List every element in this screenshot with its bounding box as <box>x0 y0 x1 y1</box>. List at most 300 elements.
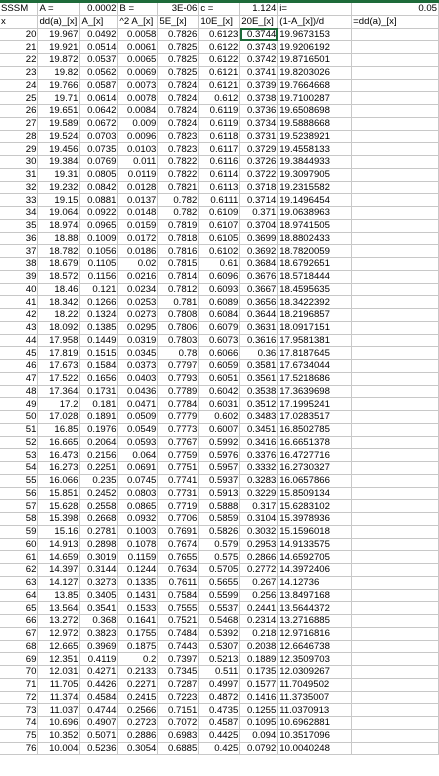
table-cell[interactable]: 15.16 <box>38 525 80 538</box>
age-cell[interactable]: 23 <box>0 66 38 79</box>
table-cell[interactable]: 0.0078 <box>118 92 158 105</box>
age-cell[interactable]: 58 <box>0 513 38 526</box>
age-cell[interactable]: 52 <box>0 436 38 449</box>
age-cell[interactable]: 45 <box>0 347 38 360</box>
table-cell[interactable]: 17.3639698 <box>278 385 352 398</box>
table-cell[interactable]: 0.6093 <box>199 283 240 296</box>
table-cell[interactable]: 18.46 <box>38 283 80 296</box>
table-cell[interactable]: 0.6116 <box>199 156 240 169</box>
age-cell[interactable]: 36 <box>0 232 38 245</box>
table-cell[interactable]: 0.602 <box>199 411 240 424</box>
parameter-row-cell[interactable]: B = <box>118 3 158 15</box>
table-cell[interactable]: 13.8497168 <box>278 589 352 602</box>
table-cell[interactable]: 19.872 <box>38 54 80 67</box>
table-cell[interactable]: 0.0842 <box>80 181 118 194</box>
table-cell[interactable]: 0.7793 <box>158 372 199 385</box>
table-cell[interactable]: 0.0084 <box>118 105 158 118</box>
table-cell[interactable]: 12.6646738 <box>278 640 352 653</box>
age-cell[interactable]: 49 <box>0 398 38 411</box>
table-cell[interactable]: 0.2314 <box>240 615 278 628</box>
table-cell[interactable]: 0.6007 <box>199 423 240 436</box>
table-cell[interactable]: 19.82 <box>38 66 80 79</box>
table-cell[interactable]: 0.7814 <box>158 270 199 283</box>
column-header-row-cell[interactable]: =dd(a)_[x] <box>352 15 439 28</box>
table-cell[interactable]: 0.7821 <box>158 181 199 194</box>
table-cell[interactable]: 0.3376 <box>240 449 278 462</box>
table-cell[interactable]: 16.8502785 <box>278 423 352 436</box>
empty-cell[interactable] <box>352 270 439 283</box>
table-cell[interactable]: 0.2133 <box>118 666 158 679</box>
empty-cell[interactable] <box>352 423 439 436</box>
table-cell[interactable]: 18.7820059 <box>278 245 352 258</box>
age-cell[interactable]: 70 <box>0 666 38 679</box>
age-cell[interactable]: 66 <box>0 615 38 628</box>
table-cell[interactable]: 19.384 <box>38 156 80 169</box>
table-cell[interactable]: 0.6042 <box>199 385 240 398</box>
empty-cell[interactable] <box>352 640 439 653</box>
age-cell[interactable]: 64 <box>0 589 38 602</box>
table-cell[interactable]: 0.3581 <box>240 360 278 373</box>
empty-cell[interactable] <box>352 691 439 704</box>
age-cell[interactable]: 53 <box>0 449 38 462</box>
table-cell[interactable]: 0.3561 <box>240 372 278 385</box>
empty-cell[interactable] <box>352 168 439 181</box>
table-cell[interactable]: 0.3699 <box>240 232 278 245</box>
empty-cell[interactable] <box>352 232 439 245</box>
table-cell[interactable]: 0.7825 <box>158 54 199 67</box>
table-cell[interactable]: 0.1889 <box>240 653 278 666</box>
table-cell[interactable]: 0.3969 <box>80 640 118 653</box>
table-cell[interactable]: 17.364 <box>38 385 80 398</box>
table-cell[interactable]: 0.7784 <box>158 398 199 411</box>
parameter-row-cell[interactable]: 1.124 <box>240 3 278 15</box>
table-cell[interactable]: 0.0642 <box>80 105 118 118</box>
table-cell[interactable]: 0.7797 <box>158 360 199 373</box>
table-cell[interactable]: 0.256 <box>240 589 278 602</box>
table-cell[interactable]: 0.3714 <box>240 194 278 207</box>
table-cell[interactable]: 0.1266 <box>80 296 118 309</box>
table-cell[interactable]: 0.218 <box>240 627 278 640</box>
table-cell[interactable]: 0.7072 <box>158 717 199 730</box>
table-cell[interactable]: 19.15 <box>38 194 80 207</box>
table-cell[interactable]: 13.2716885 <box>278 615 352 628</box>
table-cell[interactable]: 0.7287 <box>158 678 199 691</box>
table-cell[interactable]: 14.659 <box>38 551 80 564</box>
table-cell[interactable]: 0.4735 <box>199 704 240 717</box>
table-cell[interactable]: 0.181 <box>80 398 118 411</box>
table-cell[interactable]: 0.3738 <box>240 92 278 105</box>
table-cell[interactable]: 0.1003 <box>118 525 158 538</box>
table-cell[interactable]: 0.5307 <box>199 640 240 653</box>
table-cell[interactable]: 0.0319 <box>118 334 158 347</box>
table-cell[interactable]: 0.1056 <box>80 245 118 258</box>
empty-cell[interactable] <box>352 28 439 41</box>
table-cell[interactable]: 0.2064 <box>80 436 118 449</box>
table-cell[interactable]: 0.4997 <box>199 678 240 691</box>
table-cell[interactable]: 0.7751 <box>158 462 199 475</box>
table-cell[interactable]: 11.7049502 <box>278 678 352 691</box>
table-cell[interactable]: 0.5976 <box>199 449 240 462</box>
table-cell[interactable]: 0.0148 <box>118 207 158 220</box>
column-header-row-cell[interactable]: 20E_[x] <box>240 15 278 28</box>
table-cell[interactable]: 0.1324 <box>80 309 118 322</box>
age-cell[interactable]: 20 <box>0 28 38 41</box>
empty-cell[interactable] <box>352 54 439 67</box>
table-cell[interactable]: 18.2196857 <box>278 309 352 322</box>
table-cell[interactable]: 0.1891 <box>80 411 118 424</box>
table-cell[interactable]: 18.0917151 <box>278 321 352 334</box>
table-cell[interactable]: 0.5599 <box>199 589 240 602</box>
age-cell[interactable]: 75 <box>0 729 38 742</box>
table-cell[interactable]: 0.5236 <box>80 742 118 755</box>
table-cell[interactable]: 14.6592705 <box>278 551 352 564</box>
table-cell[interactable]: 0.3405 <box>80 589 118 602</box>
table-cell[interactable]: 0.3616 <box>240 334 278 347</box>
table-cell[interactable]: 0.6102 <box>199 245 240 258</box>
table-cell[interactable]: 0.2953 <box>240 538 278 551</box>
table-cell[interactable]: 0.7824 <box>158 79 199 92</box>
empty-cell[interactable] <box>352 411 439 424</box>
age-cell[interactable]: 22 <box>0 54 38 67</box>
table-cell[interactable]: 0.1385 <box>80 321 118 334</box>
table-cell[interactable]: 19.921 <box>38 41 80 54</box>
table-cell[interactable]: 0.6084 <box>199 309 240 322</box>
age-cell[interactable]: 54 <box>0 462 38 475</box>
empty-cell[interactable] <box>352 678 439 691</box>
table-cell[interactable]: 0.6885 <box>158 742 199 755</box>
age-cell[interactable]: 68 <box>0 640 38 653</box>
table-cell[interactable]: 0.4872 <box>199 691 240 704</box>
table-cell[interactable]: 19.456 <box>38 143 80 156</box>
table-cell[interactable]: 0.7812 <box>158 283 199 296</box>
empty-cell[interactable] <box>352 742 439 755</box>
table-cell[interactable]: 0.6113 <box>199 181 240 194</box>
table-cell[interactable]: 10.352 <box>38 729 80 742</box>
column-header-row-cell[interactable]: A_[x] <box>80 15 118 28</box>
table-cell[interactable]: 0.6031 <box>199 398 240 411</box>
empty-cell[interactable] <box>352 564 439 577</box>
table-cell[interactable]: 0.0514 <box>80 41 118 54</box>
table-cell[interactable]: 12.351 <box>38 653 80 666</box>
table-cell[interactable]: 11.374 <box>38 691 80 704</box>
table-cell[interactable]: 19.589 <box>38 117 80 130</box>
table-cell[interactable]: 0.1449 <box>80 334 118 347</box>
table-cell[interactable]: 0.1009 <box>80 232 118 245</box>
table-cell[interactable]: 0.78 <box>158 347 199 360</box>
empty-cell[interactable] <box>352 194 439 207</box>
table-cell[interactable]: 16.2730327 <box>278 462 352 475</box>
age-cell[interactable]: 44 <box>0 334 38 347</box>
table-cell[interactable]: 13.272 <box>38 615 80 628</box>
table-cell[interactable]: 0.7808 <box>158 309 199 322</box>
table-cell[interactable]: 0.0159 <box>118 219 158 232</box>
table-cell[interactable]: 0.4426 <box>80 678 118 691</box>
table-cell[interactable]: 15.6283102 <box>278 500 352 513</box>
table-cell[interactable]: 0.1105 <box>80 258 118 271</box>
table-cell[interactable]: 0.0096 <box>118 130 158 143</box>
table-cell[interactable]: 0.0792 <box>240 742 278 755</box>
table-cell[interactable]: 19.8203026 <box>278 66 352 79</box>
table-cell[interactable]: 18.22 <box>38 309 80 322</box>
table-cell[interactable]: 0.7741 <box>158 474 199 487</box>
table-cell[interactable]: 0.6117 <box>199 143 240 156</box>
age-cell[interactable]: 71 <box>0 678 38 691</box>
table-cell[interactable]: 17.6734044 <box>278 360 352 373</box>
table-cell[interactable]: 19.31 <box>38 168 80 181</box>
empty-cell[interactable] <box>352 258 439 271</box>
table-cell[interactable]: 19.0638963 <box>278 207 352 220</box>
table-cell[interactable]: 0.6109 <box>199 207 240 220</box>
table-cell[interactable]: 0.5859 <box>199 513 240 526</box>
table-cell[interactable]: 0.7521 <box>158 615 199 628</box>
column-header-row-cell[interactable]: ^2 A_[x] <box>118 15 158 28</box>
empty-cell[interactable] <box>352 436 439 449</box>
table-cell[interactable]: 18.679 <box>38 258 80 271</box>
table-cell[interactable]: 19.8716501 <box>278 54 352 67</box>
table-cell[interactable]: 19.524 <box>38 130 80 143</box>
table-cell[interactable]: 19.1496454 <box>278 194 352 207</box>
table-cell[interactable]: 12.9716816 <box>278 627 352 640</box>
table-cell[interactable]: 0.0273 <box>118 309 158 322</box>
column-header-row-cell[interactable]: 10E_[x] <box>199 15 240 28</box>
table-cell[interactable]: 13.564 <box>38 602 80 615</box>
table-cell[interactable]: 0.1731 <box>80 385 118 398</box>
age-cell[interactable]: 67 <box>0 627 38 640</box>
table-cell[interactable]: 0.2251 <box>80 462 118 475</box>
empty-cell[interactable] <box>352 666 439 679</box>
table-cell[interactable]: 0.7674 <box>158 538 199 551</box>
table-cell[interactable]: 19.3844933 <box>278 156 352 169</box>
empty-cell[interactable] <box>352 653 439 666</box>
age-cell[interactable]: 24 <box>0 79 38 92</box>
table-cell[interactable]: 16.4727716 <box>278 449 352 462</box>
table-cell[interactable]: 0.1735 <box>240 666 278 679</box>
table-cell[interactable]: 0.3644 <box>240 309 278 322</box>
table-cell[interactable]: 16.0657866 <box>278 474 352 487</box>
table-cell[interactable]: 0.0216 <box>118 270 158 283</box>
table-cell[interactable]: 18.342 <box>38 296 80 309</box>
table-cell[interactable]: 0.3704 <box>240 219 278 232</box>
age-cell[interactable]: 40 <box>0 283 38 296</box>
table-cell[interactable]: 0.0691 <box>118 462 158 475</box>
table-cell[interactable]: 0.317 <box>240 500 278 513</box>
table-cell[interactable]: 0.2886 <box>118 729 158 742</box>
table-cell[interactable]: 17.0283517 <box>278 411 352 424</box>
table-cell[interactable]: 0.3104 <box>240 513 278 526</box>
table-cell[interactable]: 19.5238921 <box>278 130 352 143</box>
table-cell[interactable]: 0.1755 <box>118 627 158 640</box>
table-cell[interactable]: 0.6089 <box>199 296 240 309</box>
table-cell[interactable]: 0.1515 <box>80 347 118 360</box>
empty-cell[interactable] <box>352 487 439 500</box>
table-cell[interactable]: 0.3742 <box>240 54 278 67</box>
table-cell[interactable]: 0.425 <box>199 742 240 755</box>
table-cell[interactable]: 0.7815 <box>158 258 199 271</box>
age-cell[interactable]: 27 <box>0 117 38 130</box>
empty-cell[interactable] <box>352 602 439 615</box>
table-cell[interactable]: 0.7823 <box>158 143 199 156</box>
table-cell[interactable]: 19.7664668 <box>278 79 352 92</box>
table-cell[interactable]: 0.1159 <box>118 551 158 564</box>
age-cell[interactable]: 47 <box>0 372 38 385</box>
parameter-row-cell[interactable]: 3E-06 <box>158 3 199 15</box>
table-cell[interactable]: 0.5392 <box>199 627 240 640</box>
table-cell[interactable]: 0.6122 <box>199 41 240 54</box>
table-cell[interactable]: 10.3517096 <box>278 729 352 742</box>
parameter-row-cell[interactable]: c = <box>199 3 240 15</box>
age-cell[interactable]: 59 <box>0 525 38 538</box>
table-cell[interactable]: 0.064 <box>118 449 158 462</box>
table-cell[interactable]: 15.398 <box>38 513 80 526</box>
table-cell[interactable]: 0.511 <box>199 666 240 679</box>
empty-cell[interactable] <box>352 66 439 79</box>
age-cell[interactable]: 41 <box>0 296 38 309</box>
table-cell[interactable]: 0.0805 <box>80 168 118 181</box>
table-cell[interactable]: 0.371 <box>240 207 278 220</box>
age-cell[interactable]: 29 <box>0 143 38 156</box>
table-cell[interactable]: 17.1995241 <box>278 398 352 411</box>
table-cell[interactable]: 0.6121 <box>199 66 240 79</box>
age-cell[interactable]: 73 <box>0 704 38 717</box>
table-cell[interactable]: 0.0172 <box>118 232 158 245</box>
table-cell[interactable]: 0.7731 <box>158 487 199 500</box>
table-cell[interactable]: 0.5888 <box>199 500 240 513</box>
table-cell[interactable]: 17.673 <box>38 360 80 373</box>
empty-cell[interactable] <box>352 525 439 538</box>
table-cell[interactable]: 0.1533 <box>118 602 158 615</box>
table-cell[interactable]: 12.031 <box>38 666 80 679</box>
parameter-row-cell[interactable]: i= <box>278 3 352 15</box>
table-cell[interactable]: 0.0537 <box>80 54 118 67</box>
table-cell[interactable]: 0.7691 <box>158 525 199 538</box>
age-cell[interactable]: 62 <box>0 564 38 577</box>
empty-cell[interactable] <box>352 334 439 347</box>
age-cell[interactable]: 28 <box>0 130 38 143</box>
table-cell[interactable]: 0.4271 <box>80 666 118 679</box>
table-cell[interactable]: 0.6121 <box>199 79 240 92</box>
table-cell[interactable]: 17.9581381 <box>278 334 352 347</box>
table-cell[interactable]: 0.6119 <box>199 105 240 118</box>
table-cell[interactable]: 11.705 <box>38 678 80 691</box>
table-cell[interactable]: 0.267 <box>240 576 278 589</box>
table-cell[interactable]: 19.766 <box>38 79 80 92</box>
table-cell[interactable]: 18.092 <box>38 321 80 334</box>
table-cell[interactable]: 0.3736 <box>240 105 278 118</box>
table-cell[interactable]: 0.0587 <box>80 79 118 92</box>
table-cell[interactable]: 0.7826 <box>158 28 199 41</box>
table-cell[interactable]: 0.7779 <box>158 411 199 424</box>
table-cell[interactable]: 14.127 <box>38 576 80 589</box>
table-cell[interactable]: 15.8509134 <box>278 487 352 500</box>
table-cell[interactable]: 0.7819 <box>158 219 199 232</box>
age-cell[interactable]: 56 <box>0 487 38 500</box>
table-cell[interactable]: 0.0128 <box>118 181 158 194</box>
table-cell[interactable]: 10.696 <box>38 717 80 730</box>
empty-cell[interactable] <box>352 449 439 462</box>
table-cell[interactable]: 0.0065 <box>118 54 158 67</box>
column-header-row-cell[interactable]: dd(a)_[x] <box>38 15 80 28</box>
age-cell[interactable]: 50 <box>0 411 38 424</box>
table-cell[interactable]: 0.7824 <box>158 117 199 130</box>
table-cell[interactable]: 0.3823 <box>80 627 118 640</box>
table-cell[interactable]: 0.6119 <box>199 117 240 130</box>
table-cell[interactable]: 0.6122 <box>199 54 240 67</box>
table-cell[interactable]: 0.5071 <box>80 729 118 742</box>
age-cell[interactable]: 60 <box>0 538 38 551</box>
table-cell[interactable]: 0.5537 <box>199 602 240 615</box>
table-cell[interactable]: 0.2415 <box>118 691 158 704</box>
table-cell[interactable]: 0.3451 <box>240 423 278 436</box>
empty-cell[interactable] <box>352 143 439 156</box>
table-cell[interactable]: 16.473 <box>38 449 80 462</box>
empty-cell[interactable] <box>352 79 439 92</box>
table-cell[interactable]: 13.85 <box>38 589 80 602</box>
table-cell[interactable]: 0.3676 <box>240 270 278 283</box>
table-cell[interactable]: 0.61 <box>199 258 240 271</box>
table-cell[interactable]: 0.5826 <box>199 525 240 538</box>
table-cell[interactable]: 0.368 <box>80 615 118 628</box>
table-cell[interactable]: 0.3483 <box>240 411 278 424</box>
table-cell[interactable]: 18.9741505 <box>278 219 352 232</box>
table-cell[interactable]: 0.4425 <box>199 729 240 742</box>
table-cell[interactable]: 0.4907 <box>80 717 118 730</box>
table-cell[interactable]: 16.273 <box>38 462 80 475</box>
empty-cell[interactable] <box>352 207 439 220</box>
table-cell[interactable]: 19.232 <box>38 181 80 194</box>
empty-cell[interactable] <box>352 360 439 373</box>
table-cell[interactable]: 0.7806 <box>158 321 199 334</box>
parameter-row-cell[interactable]: SSSM <box>0 3 38 15</box>
table-cell[interactable]: 12.972 <box>38 627 80 640</box>
table-cell[interactable]: 17.8187645 <box>278 347 352 360</box>
table-cell[interactable]: 0.782 <box>158 207 199 220</box>
table-cell[interactable]: 0.1584 <box>80 360 118 373</box>
empty-cell[interactable] <box>352 589 439 602</box>
table-cell[interactable]: 0.3229 <box>240 487 278 500</box>
table-cell[interactable]: 0.0403 <box>118 372 158 385</box>
empty-cell[interactable] <box>352 462 439 475</box>
table-cell[interactable]: 16.6651378 <box>278 436 352 449</box>
table-cell[interactable]: 0.7151 <box>158 704 199 717</box>
table-cell[interactable]: 0.4587 <box>199 717 240 730</box>
table-cell[interactable]: 0.3726 <box>240 156 278 169</box>
table-cell[interactable]: 0.2558 <box>80 500 118 513</box>
empty-cell[interactable] <box>352 385 439 398</box>
table-cell[interactable]: 0.0373 <box>118 360 158 373</box>
table-cell[interactable]: 18.974 <box>38 219 80 232</box>
age-cell[interactable]: 25 <box>0 92 38 105</box>
table-cell[interactable]: 18.572 <box>38 270 80 283</box>
table-cell[interactable]: 19.3097905 <box>278 168 352 181</box>
table-cell[interactable]: 14.9133575 <box>278 538 352 551</box>
table-cell[interactable]: 0.0769 <box>80 156 118 169</box>
empty-cell[interactable] <box>352 181 439 194</box>
table-cell[interactable]: 15.1596018 <box>278 525 352 538</box>
table-cell[interactable]: 0.3667 <box>240 283 278 296</box>
table-cell[interactable]: 0.3631 <box>240 321 278 334</box>
table-cell[interactable]: 0.0058 <box>118 28 158 41</box>
table-cell[interactable]: 0.0549 <box>118 423 158 436</box>
table-cell[interactable]: 19.967 <box>38 28 80 41</box>
table-cell[interactable]: 0.0137 <box>118 194 158 207</box>
empty-cell[interactable] <box>352 321 439 334</box>
empty-cell[interactable] <box>352 130 439 143</box>
table-cell[interactable]: 0.0471 <box>118 398 158 411</box>
table-cell[interactable]: 0.7484 <box>158 627 199 640</box>
table-cell[interactable]: 12.665 <box>38 640 80 653</box>
table-cell[interactable]: 0.4584 <box>80 691 118 704</box>
table-cell[interactable]: 0.0672 <box>80 117 118 130</box>
